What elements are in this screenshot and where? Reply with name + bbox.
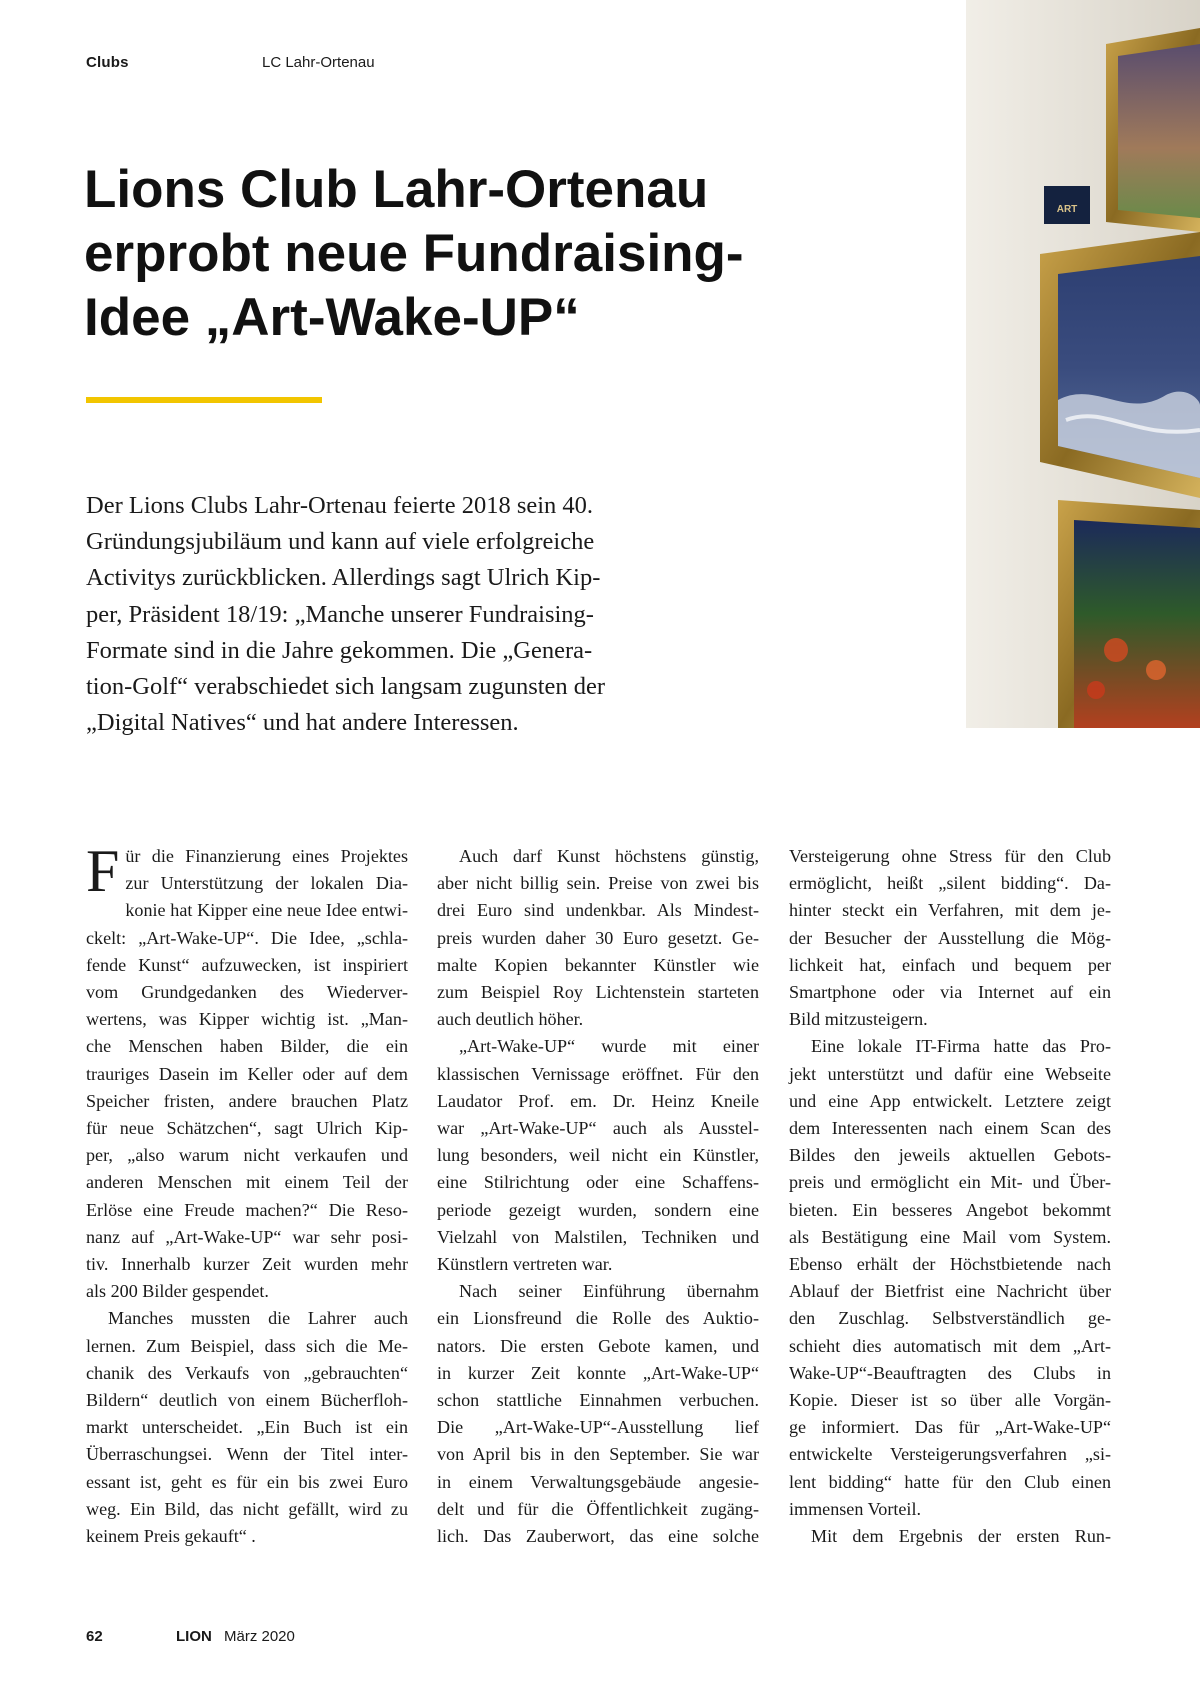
page-number: 62 — [86, 1628, 103, 1645]
body-line: ge informiert. Das für „Art-Wake-UP“ — [789, 1417, 1111, 1438]
intro-line: Formate sind in die Jahre gekommen. Die „Genera- — [86, 636, 593, 664]
body-line: lung besonders, weil nicht ein Künstler, — [437, 1145, 759, 1166]
body-line: bieten. Ein besseres Angebot bekommt — [789, 1199, 1111, 1220]
body-line: lichkeit hat, einfach und bequem per — [789, 954, 1111, 975]
body-line: als Bestätigung eine Mail vom System. — [789, 1226, 1111, 1247]
body-line: trauriges Dasein im Keller oder auf dem — [86, 1063, 408, 1084]
title-line: Lions Club Lahr-Ortenau — [84, 160, 709, 219]
body-line: weg. Ein Bild, das nicht gefällt, wird zu — [86, 1498, 408, 1519]
body-line: klassischen Vernissage eröffnet. Für den — [437, 1063, 759, 1084]
body-line: zum Beispiel Roy Lichtenstein starteten — [437, 982, 759, 1003]
body-line: ein Lionsfreund die Rolle des Auktio- — [437, 1308, 759, 1329]
body-line: preis und ermöglicht ein Mit- und Über- — [789, 1172, 1111, 1193]
body-line: als 200 Bilder gespendet. — [86, 1281, 269, 1302]
magazine-name: LION — [176, 1628, 212, 1645]
body-line: ckelt: „Art-Wake-UP“. Die Idee, „schla- — [86, 927, 408, 948]
intro-line: Der Lions Clubs Lahr-Ortenau feierte 2018 sein 40. — [86, 492, 594, 519]
body-line: tiv. Innerhalb kurzer Zeit wurden mehr — [86, 1254, 408, 1275]
drop-cap: F — [86, 838, 120, 904]
body-line: schieht dies automatisch mit dem „Art- — [789, 1335, 1111, 1356]
body-line: Ablauf der Bietfrist eine Nachricht über — [789, 1281, 1111, 1302]
body-line: „Art-Wake-UP“ wurde mit einer — [459, 1036, 759, 1057]
article-column-3 — [789, 843, 1111, 1550]
body-line: wertens, was Kipper wichtig ist. „Man- — [86, 1009, 408, 1030]
body-line: Versteigerung ohne Stress für den Club — [789, 846, 1111, 866]
intro-line: tion-Golf“ verabschiedet sich langsam zugunsten der — [86, 673, 606, 701]
intro-line: „Digital Natives“ und hat andere Interessen. — [86, 709, 519, 737]
body-line: che Menschen haben Bilder, die ein — [86, 1036, 408, 1057]
intro-paragraph — [86, 488, 686, 741]
body-line: Auch darf Kunst höchstens günstig, — [459, 846, 759, 866]
article-column-1 — [86, 838, 408, 1550]
body-line: auch deutlich höher. — [437, 1009, 584, 1030]
body-line: lernen. Zum Beispiel, dass sich die Me- — [86, 1335, 408, 1356]
body-line: drei Euro sind undenkbar. Als Mindest- — [437, 900, 759, 921]
intro-line: Gründungsjubiläum und kann auf viele erfolgreiche — [86, 528, 595, 556]
body-line: den Zuschlag. Selbstverständlich ge- — [789, 1308, 1111, 1329]
body-line: war „Art-Wake-UP“ auch als Ausstel- — [437, 1118, 759, 1139]
body-line: Erlöse eine Freude machen?“ Die Reso- — [86, 1199, 408, 1220]
body-line: lent bidding“ hatte für den Club einen — [789, 1471, 1111, 1492]
body-line: markt unterscheidet. „Ein Buch ist ein — [86, 1417, 408, 1438]
body-line: Ebenso erhält der Höchstbietende nach — [789, 1254, 1111, 1275]
body-line: entwickelte Versteigerungsverfahren „si- — [789, 1444, 1111, 1465]
body-line: schon stattliche Einnahmen verbuchen. — [437, 1390, 759, 1411]
body-line: preis wurden daher 30 Euro gesetzt. Ge- — [437, 927, 759, 948]
body-line: von April bis in den September. Sie war — [437, 1444, 759, 1465]
issue-date: März 2020 — [224, 1628, 295, 1645]
body-line: immensen Vorteil. — [789, 1498, 922, 1519]
body-line: eine Stilrichtung oder eine Schaffens- — [437, 1172, 759, 1193]
body-line: ür die Finanzierung eines Projektes — [125, 846, 408, 866]
club-label: LC Lahr-Ortenau — [262, 54, 375, 71]
body-line: und eine App entwickelt. Letztere zeigt — [789, 1090, 1111, 1111]
body-line: fende Kunst“ aufzuwecken, ist inspiriert — [86, 954, 408, 975]
body-line: Künstlern vertreten war. — [437, 1254, 613, 1275]
body-line: Manches mussten die Lahrer auch — [108, 1308, 408, 1329]
body-line: ermöglicht, heißt „silent bidding“. Da- — [789, 873, 1111, 894]
body-line: anderen Menschen mit einem Teil der — [86, 1172, 408, 1193]
gallery-photo-image — [966, 0, 1200, 728]
title-accent-rule — [86, 397, 322, 403]
body-line: Bildes den jeweils aktuellen Gebots- — [789, 1145, 1111, 1166]
body-line: vom Grundgedanken des Wiederver- — [86, 982, 408, 1003]
art-plaque-text: ART — [1056, 204, 1078, 215]
article-title — [84, 158, 804, 350]
body-line: für neue Schätzchen“, sagt Ulrich Kip- — [86, 1118, 408, 1139]
body-line: Smartphone oder via Internet auf ein — [789, 982, 1111, 1003]
body-line: jekt unterstützt und dafür eine Webseite — [789, 1063, 1111, 1084]
body-line: essant ist, geht es für ein bis zwei Euro — [86, 1471, 408, 1492]
body-line: in einem Verwaltungsgebäude angesie- — [437, 1471, 759, 1492]
body-line: nators. Die ersten Gebote kamen, und — [437, 1335, 759, 1356]
body-line: Kopie. Dieser ist so über alle Vorgän- — [789, 1390, 1111, 1411]
body-line: Wake-UP“-Beauftragten des Clubs in — [789, 1362, 1111, 1383]
body-line: malte Kopien bekannter Künstler wie — [437, 954, 759, 975]
gallery-photo — [966, 0, 1200, 728]
body-line: der Besucher der Ausstellung die Mög- — [789, 927, 1111, 948]
section-label: Clubs — [86, 54, 129, 71]
body-line: chanik des Verkaufs von „gebrauchten“ — [86, 1362, 408, 1383]
intro-line: Activitys zurückblicken. Allerdings sagt Ulrich Kip- — [86, 564, 601, 592]
intro-line: per, Präsident 18/19: „Manche unserer Fundraising- — [86, 600, 594, 628]
body-line: per, „also warum nicht verkaufen und — [86, 1145, 408, 1166]
body-line: Nach seiner Einführung übernahm — [459, 1281, 759, 1302]
title-line: erprobt neue Fundraising- — [84, 224, 744, 283]
body-line: lich. Das Zauberwort, das eine solche — [437, 1526, 759, 1547]
body-line: Laudator Prof. em. Dr. Heinz Kneile — [437, 1090, 759, 1111]
body-line: Vielzahl von Malstilen, Techniken und — [437, 1226, 759, 1247]
body-line: Eine lokale IT-Firma hatte das Pro- — [811, 1036, 1111, 1057]
body-line: Überraschungsei. Wenn der Titel inter- — [86, 1444, 408, 1465]
body-line: in kurzer Zeit konnte „Art-Wake-UP“ — [437, 1362, 759, 1383]
body-line: hinter steckt ein Verfahren, mit dem je- — [789, 900, 1111, 921]
body-line: keinem Preis gekauft“ . — [86, 1526, 256, 1547]
body-line: delt und für die Öffentlichkeit zugäng- — [437, 1498, 759, 1519]
article-column-2 — [437, 843, 759, 1550]
body-line: Die „Art-Wake-UP“-Ausstellung lief — [437, 1417, 759, 1438]
body-line: periode gezeigt wurden, sondern eine — [437, 1199, 759, 1220]
body-line: Mit dem Ergebnis der ersten Run- — [811, 1526, 1111, 1547]
body-line: nanz auf „Art-Wake-UP“ war sehr posi- — [86, 1226, 408, 1247]
body-line: aber nicht billig sein. Preise von zwei bis — [437, 873, 759, 894]
title-line: Idee „Art-Wake-UP“ — [84, 288, 580, 347]
body-line: konie hat Kipper eine neue Idee entwi- — [125, 900, 408, 921]
body-line: zur Unterstützung der lokalen Dia- — [125, 873, 408, 894]
body-line: Bildern“ deutlich von einem Bücherfloh- — [86, 1390, 408, 1411]
body-line: Speicher fristen, andere brauchen Platz — [86, 1090, 408, 1111]
body-line: dem Interessenten nach einem Scan des — [789, 1118, 1111, 1139]
body-line: Bild mitzusteigern. — [789, 1009, 928, 1030]
